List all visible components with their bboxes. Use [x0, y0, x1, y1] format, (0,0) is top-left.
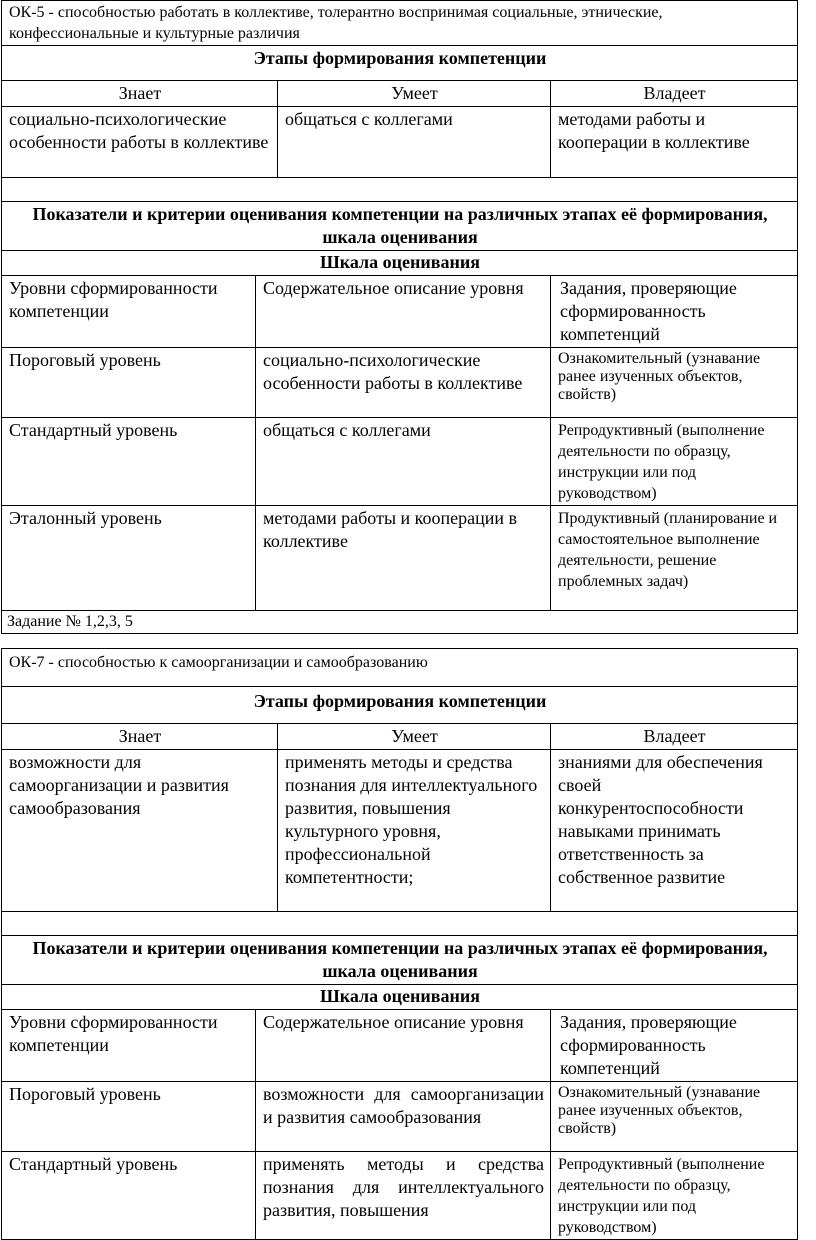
level-task: Репродуктивный (выполнение деятельности по образцу, инструкции или под руководством): [551, 1152, 798, 1240]
col-header-can: Умеет: [278, 81, 551, 107]
competence-title: ОК-5 - способностью работать в коллективе, толерантно воспринимая социальные, этнические, конфессиональные и культурные различия: [2, 1, 798, 46]
knows-cell: социально-психологические особенности работы в коллективе: [2, 107, 278, 178]
knows-cell: возможности для самоорганизации и развития самообразования: [2, 750, 278, 912]
can-cell: применять методы и средства познания для интеллектуального развития, повышения культурного уровня, профессиональной компетентности;: [278, 750, 551, 912]
description-header: Содержательное описание уровня: [256, 1010, 551, 1082]
col-header-owns: Владеет: [551, 81, 798, 107]
level-task: Репродуктивный (выполнение деятельности по образцу, инструкции или под руководством): [551, 418, 798, 506]
scale-heading: Шкала оценивания: [2, 251, 798, 276]
competence-table-ok7: [1, 648, 798, 1240]
competence-table-ok5: [1, 0, 798, 634]
level-task: Ознакомительный (узнавание ранее изученных объектов, свойств): [551, 348, 798, 418]
level-name: Стандартный уровень: [2, 1152, 256, 1240]
col-header-knows: Знает: [2, 81, 278, 107]
level-description: применять методы и средства познания для интеллектуального развития, повышения: [256, 1152, 551, 1240]
stages-heading: Этапы формирования компетенции: [2, 687, 798, 724]
scale-heading: Шкала оценивания: [2, 985, 798, 1010]
owns-cell: методами работы и кооперации в коллективе: [551, 107, 798, 178]
can-cell: общаться с коллегами: [278, 107, 551, 178]
level-name: Эталонный уровень: [2, 506, 256, 611]
stages-heading: Этапы формирования компетенции: [2, 46, 798, 81]
criteria-heading: Показатели и критерии оценивания компетенции на различных этапах её формирования, шкала оценивания: [2, 936, 798, 985]
empty-row: [2, 178, 798, 202]
level-task: Продуктивный (планирование и самостоятельное выполнение деятельности, решение проблемных задач): [551, 506, 798, 611]
assignment-numbers: Задание № 1,2,3, 5: [2, 611, 798, 634]
level-description: социально-психологические особенности работы в коллективе: [256, 348, 551, 418]
col-header-can: Умеет: [278, 724, 551, 750]
level-name: Пороговый уровень: [2, 1082, 256, 1152]
level-description: методами работы и кооперации в коллективе: [256, 506, 551, 611]
levels-header: Уровни сформированности компетенции: [2, 276, 256, 348]
level-name: Пороговый уровень: [2, 348, 256, 418]
owns-cell: знаниями для обеспечения своей конкурентоспособности навыками принимать ответственность за собственное развитие: [551, 750, 798, 912]
col-header-owns: Владеет: [551, 724, 798, 750]
competence-title: ОК-7 - способностью к самоорганизации и самообразованию: [2, 649, 798, 687]
level-description: общаться с коллегами: [256, 418, 551, 506]
tasks-header: Задания, проверяющие сформированность компетенций: [551, 276, 798, 348]
level-task: Ознакомительный (узнавание ранее изученных объектов, свойств): [551, 1082, 798, 1152]
description-header: Содержательное описание уровня: [256, 276, 551, 348]
level-name: Стандартный уровень: [2, 418, 256, 506]
level-description: возможности для самоорганизации и развития самообразования: [256, 1082, 551, 1152]
levels-header: Уровни сформированности компетенции: [2, 1010, 256, 1082]
col-header-knows: Знает: [2, 724, 278, 750]
criteria-heading: Показатели и критерии оценивания компетенции на различных этапах её формирования, шкала оценивания: [2, 202, 798, 251]
tasks-header: Задания, проверяющие сформированность компетенций: [551, 1010, 798, 1082]
empty-row: [2, 912, 798, 936]
